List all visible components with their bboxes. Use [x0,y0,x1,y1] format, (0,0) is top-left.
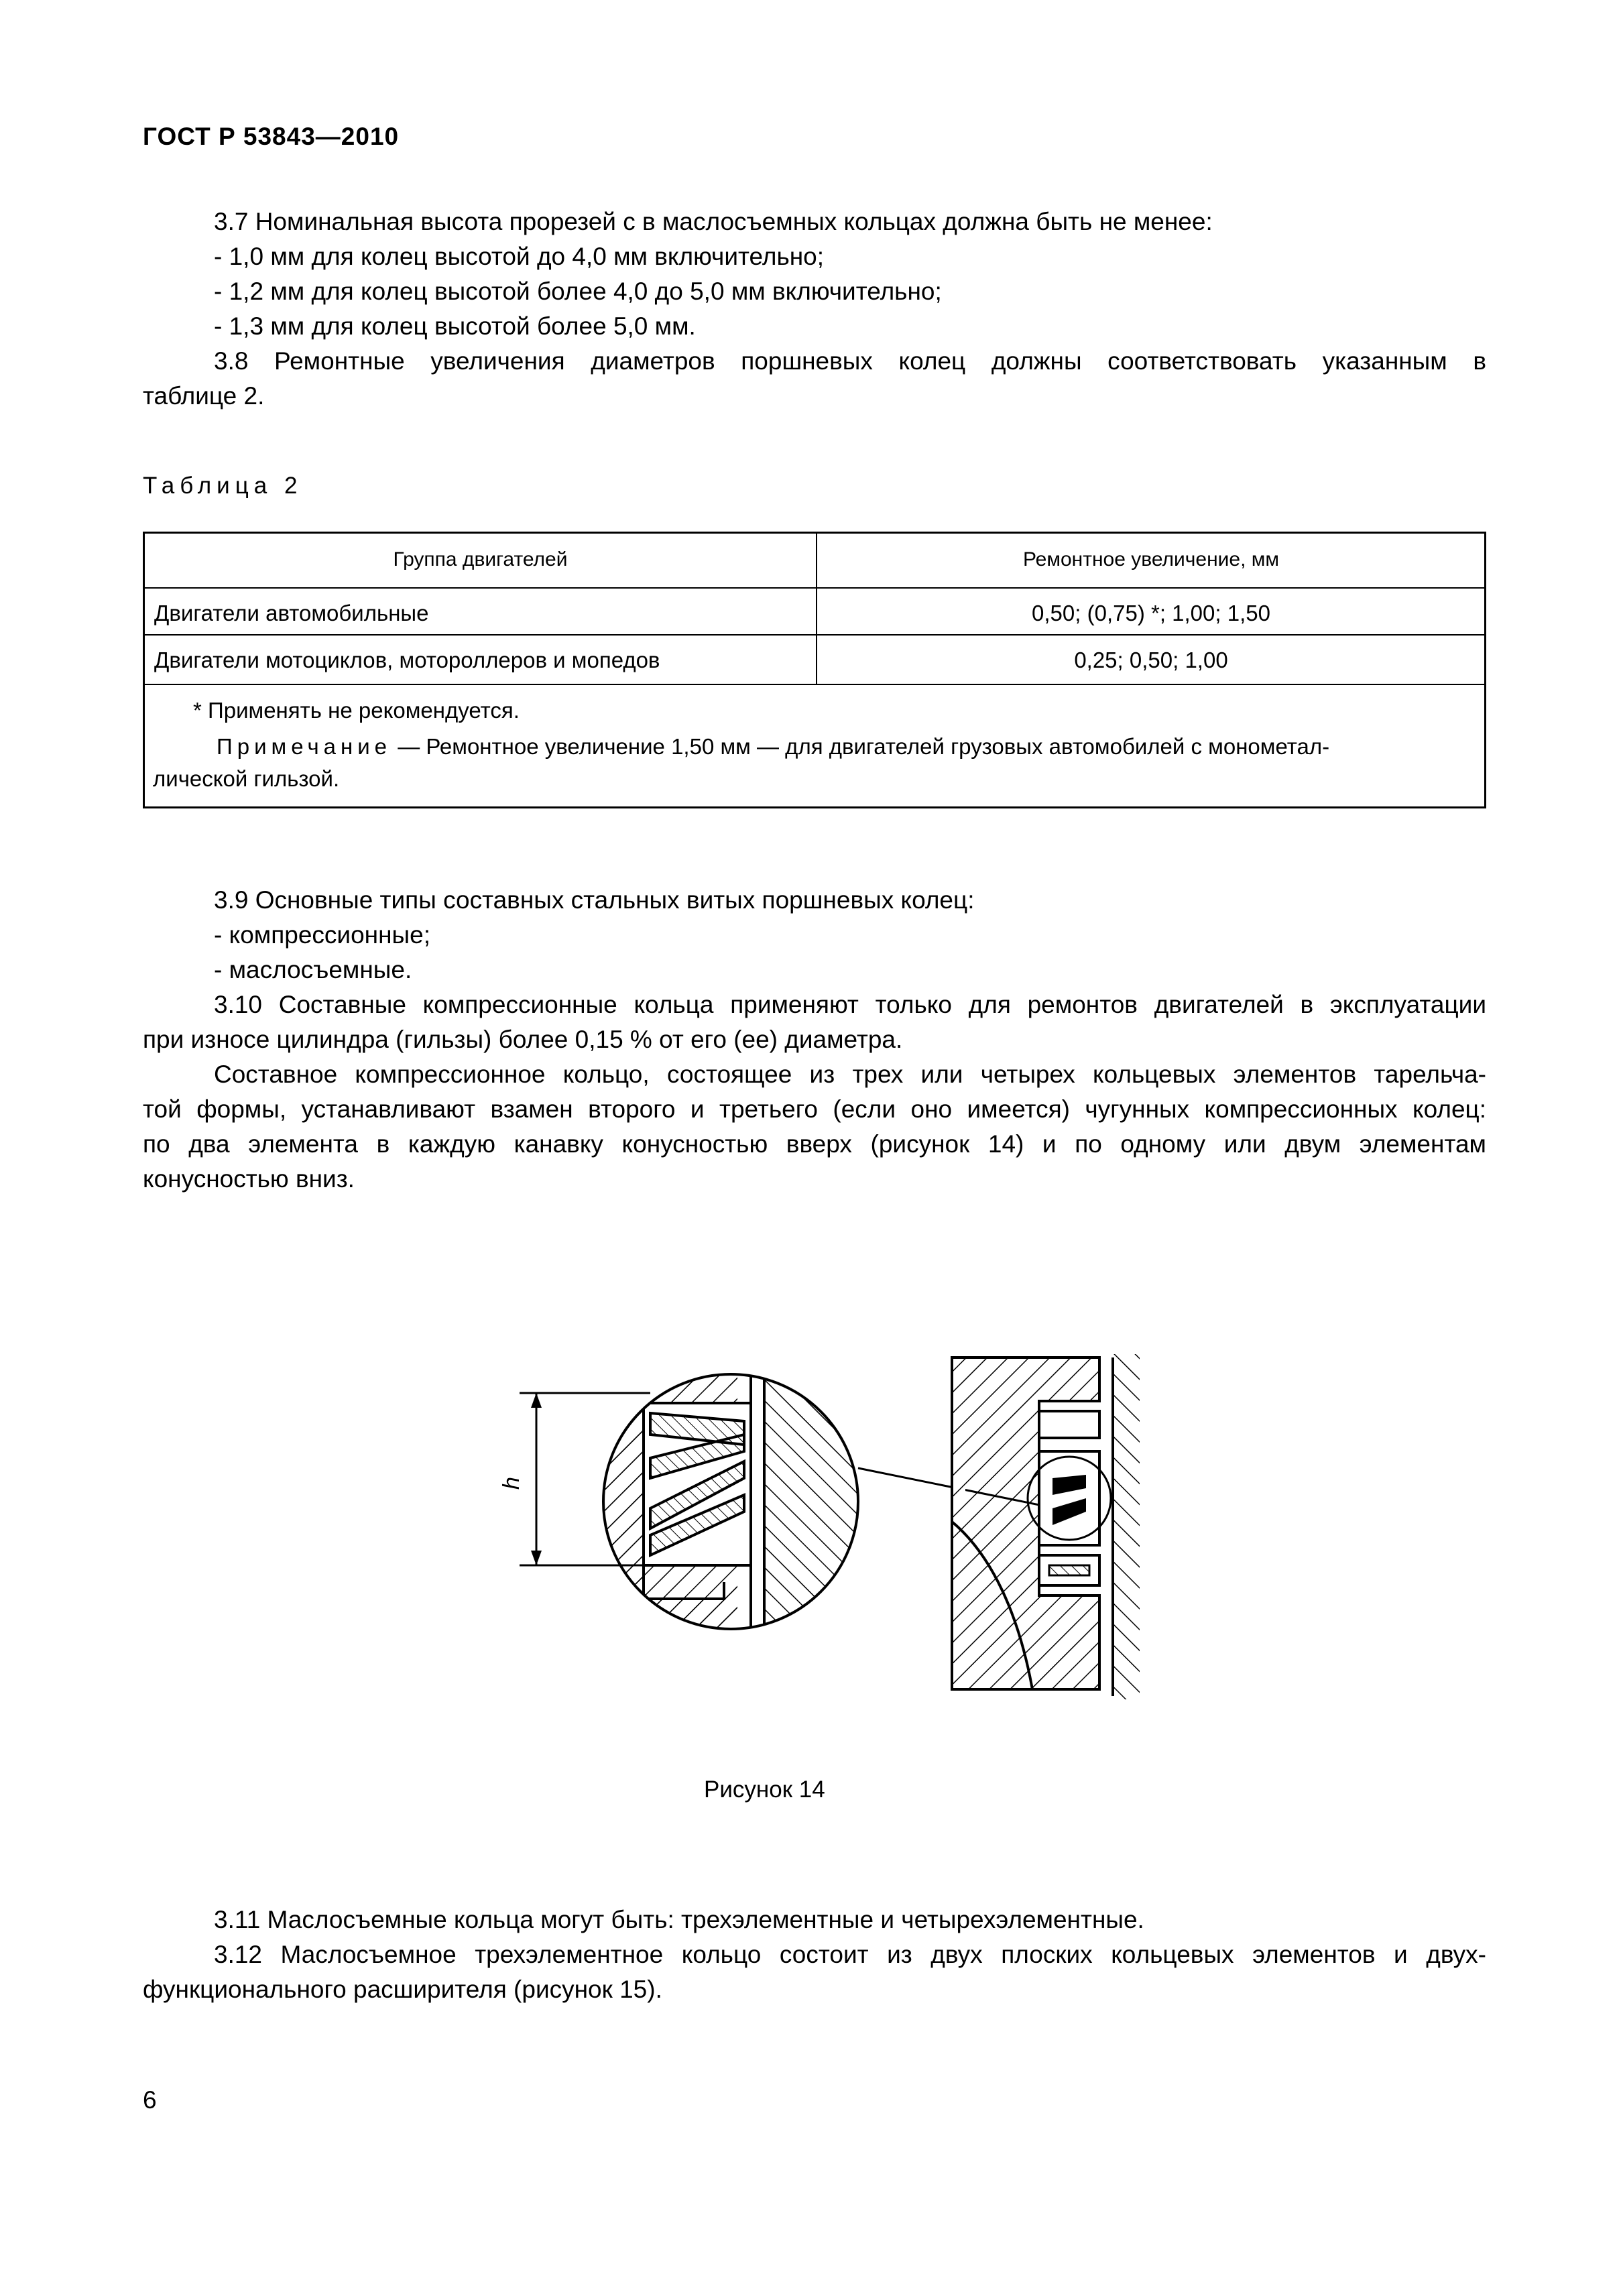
section-3-10-p2-line-1: Составное компрессионное кольцо, состоящее из трех или четырех кольцевых элементов тарельча- [214,1061,1486,1088]
section-3-7-item-1: - 1,0 мм для колец высотой до 4,0 мм включительно; [214,243,825,270]
section-3-7-intro: 3.7 Номинальная высота прорезей c в маслосъемных кольцах должна быть не менее: [214,208,1213,235]
section-3-12-line-1: 3.12 Маслосъемное трехэлементное кольцо состоит из двух плоских кольцевых элементов и двух- [214,1941,1486,1968]
document-header: ГОСТ Р 53843—2010 [143,123,400,150]
section-3-9-intro: 3.9 Основные типы составных стальных витых поршневых колец: [214,886,975,914]
section-3-10 [143,987,1486,1197]
section-3-11: 3.11 Маслосъемные кольца могут быть: трехэлементные и четырехэлементные. [214,1906,1144,1933]
table-note-line-1 [153,731,1476,763]
detail-view [597,1361,885,1649]
page-number: 6 [143,2086,157,2114]
section-3-10-p2-line-2: той формы, устанавливают взамен второго и третьего (если оно имеется) чугунных компрессионных колец: [143,1095,1486,1123]
table-header-group: Группа двигателей [393,548,568,570]
section-3-10-p2-line-3: по два элемента в каждую канавку конусностью вверх (рисунок 14) и по одному или двум элементам [143,1130,1486,1158]
section-3-7-item-3: - 1,3 мм для колец высотой более 5,0 мм. [214,312,696,340]
figure-14 [499,1334,1153,1713]
table-note-label: Примечание [217,734,392,759]
table-row-divider [145,634,1484,636]
table-caption: Таблица 2 [143,473,303,499]
assembly-view [952,1354,1140,1699]
dimension-h-label: h [499,1477,524,1490]
table-note-line-2: лической гильзой. [153,766,340,791]
section-3-12-line-2: функционального расширителя (рисунок 15). [143,1976,662,2003]
figure-14-caption: Рисунок 14 [704,1776,825,1803]
section-3-8-line-1: 3.8 Ремонтные увеличения диаметров поршневых колец должны соответствовать указанным в [214,347,1486,375]
table-header-divider [145,587,1484,589]
section-3-9 [143,883,1486,987]
section-3-10-line-2: при износе цилиндра (гильзы) более 0,15 % от его (ее) диаметра. [143,1026,903,1053]
section-3-8-line-2: таблице 2. [143,382,265,410]
table-note [153,694,1476,795]
table-footnote: * Применять не рекомендуется. [193,698,520,723]
table-row-2-value: 0,25; 0,50; 1,00 [1074,648,1228,672]
section-3-7-item-2: - 1,2 мм для колец высотой более 4,0 до 5,0 мм включительно; [214,278,942,305]
section-3-9-item-1: - компрессионные; [214,921,430,949]
section-3-9-item-2: - маслосъемные. [214,956,412,983]
figure-14-drawing [499,1334,1153,1709]
section-3-10-p2-line-4: конусностью вниз. [143,1165,355,1193]
table-row-1-value: 0,50; (0,75) *; 1,00; 1,50 [1032,601,1270,625]
section-3-8 [143,344,1486,414]
table-row-2-group: Двигатели мотоциклов, мотороллеров и мопедов [154,648,660,672]
table-header-increase: Ремонтное увеличение, мм [1022,548,1280,570]
table-body-end [145,684,1484,685]
section-3-7 [143,204,1486,344]
section-3-11-3-12 [143,1902,1486,2007]
table-row-1-group: Двигатели автомобильные [154,601,429,625]
section-3-10-line-1: 3.10 Составные компрессионные кольца применяют только для ремонтов двигателей в эксплуатации [214,991,1486,1018]
table-note-text: — Ремонтное увеличение 1,50 мм — для двигателей грузовых автомобилей с монометал- [398,734,1330,759]
table-2 [143,532,1486,808]
